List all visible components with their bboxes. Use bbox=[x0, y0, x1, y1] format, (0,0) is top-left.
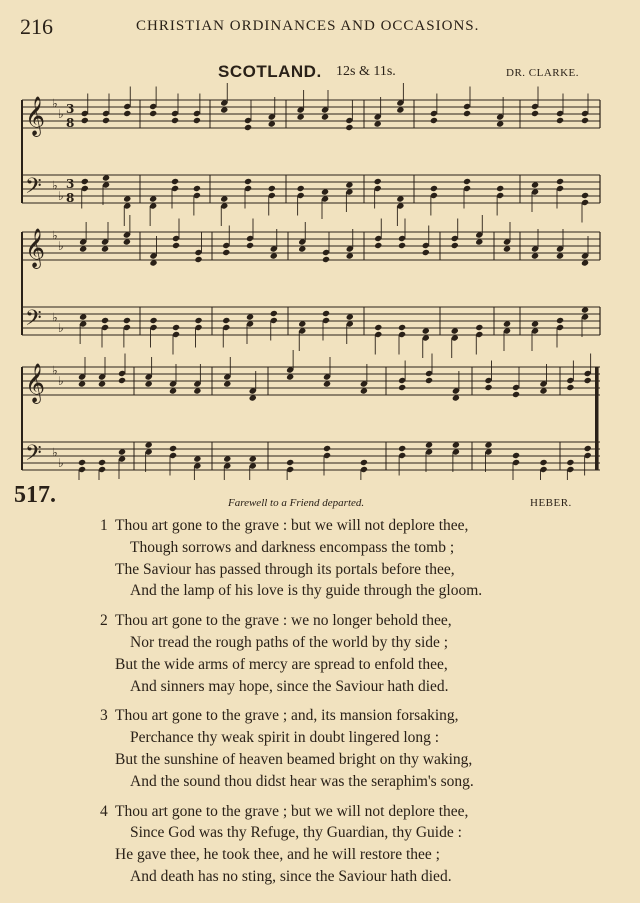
note-head bbox=[169, 387, 177, 394]
note-head bbox=[244, 124, 252, 131]
stanza-number: 4 bbox=[100, 802, 108, 820]
note-head bbox=[101, 245, 109, 252]
note-head bbox=[172, 324, 180, 331]
running-head: CHRISTIAN ORDINANCES AND OCCASIONS. bbox=[136, 18, 480, 34]
note-head bbox=[451, 327, 459, 334]
flat-sign-icon: ♭ bbox=[58, 239, 64, 253]
note-head bbox=[374, 324, 382, 331]
hymn-author: HEBER. bbox=[530, 497, 572, 509]
flat-sign-icon: ♭ bbox=[58, 374, 64, 388]
note-head bbox=[452, 394, 460, 401]
flat-sign-icon: ♭ bbox=[58, 189, 64, 203]
note-head bbox=[531, 252, 539, 259]
note-head bbox=[297, 185, 305, 192]
note-head bbox=[484, 441, 492, 448]
note-head bbox=[581, 306, 589, 313]
note-head bbox=[422, 327, 430, 334]
note-head bbox=[270, 252, 278, 259]
flat-sign-icon: ♭ bbox=[52, 310, 58, 325]
stanza-number: 3 bbox=[100, 707, 108, 725]
treble-clef-icon: 𝄞 bbox=[25, 228, 46, 268]
note-head bbox=[503, 245, 511, 252]
note-head bbox=[298, 245, 306, 252]
verse-line bbox=[0, 749, 640, 771]
note-head bbox=[430, 185, 438, 192]
note-head bbox=[346, 313, 354, 320]
verse-line bbox=[0, 610, 640, 632]
verse-line bbox=[0, 580, 640, 602]
note-head bbox=[322, 256, 330, 263]
time-signature-bottom: 8 bbox=[66, 116, 75, 130]
stanza bbox=[0, 515, 640, 602]
note-head bbox=[475, 324, 483, 331]
stanza-number: 1 bbox=[100, 517, 108, 534]
note-head bbox=[78, 380, 86, 387]
note-head bbox=[556, 117, 564, 124]
note-head bbox=[193, 185, 201, 192]
note-head bbox=[172, 242, 180, 249]
note-head bbox=[452, 441, 460, 448]
verse-text: Though sorrows and darkness encompass the tomb ; bbox=[130, 538, 455, 556]
verse-text: And sinners may hope, since the Saviour hath died. bbox=[130, 677, 449, 695]
note-head bbox=[430, 117, 438, 124]
verse-text: And death has no sting, since the Saviour hath died. bbox=[130, 867, 452, 885]
flat-sign-icon: ♭ bbox=[58, 456, 64, 470]
note-head bbox=[98, 380, 106, 387]
note-head bbox=[398, 324, 406, 331]
note-head bbox=[149, 195, 157, 202]
note-head bbox=[398, 242, 406, 249]
verse-line bbox=[0, 632, 640, 654]
verse-text: And the lamp of his love is thy guide through the gloom. bbox=[130, 582, 483, 600]
note-head bbox=[539, 387, 547, 394]
note-head bbox=[171, 117, 179, 124]
note-head bbox=[193, 387, 201, 394]
note-head bbox=[149, 259, 157, 266]
note-head bbox=[223, 380, 231, 387]
note-head bbox=[556, 317, 564, 324]
note-head bbox=[556, 252, 564, 259]
note-head bbox=[118, 448, 126, 455]
hymn-number: 517. bbox=[14, 482, 56, 508]
note-head bbox=[360, 459, 368, 466]
note-head bbox=[346, 252, 354, 259]
note-head bbox=[323, 445, 331, 452]
note-head bbox=[220, 106, 228, 113]
note-head bbox=[451, 242, 459, 249]
verse-text: But the wide arms of mercy are spread to enfold thee, bbox=[115, 655, 448, 673]
note-head bbox=[374, 242, 382, 249]
note-head bbox=[102, 174, 110, 181]
note-head bbox=[512, 452, 520, 459]
flat-sign-icon: ♭ bbox=[52, 178, 58, 193]
verse-text: Nor tread the rough paths of the world by thy side ; bbox=[130, 633, 449, 651]
note-head bbox=[249, 394, 257, 401]
verse-line bbox=[0, 654, 640, 676]
time-signature-bottom: 8 bbox=[66, 191, 75, 205]
flat-sign-icon: ♭ bbox=[52, 363, 58, 378]
note-head bbox=[270, 310, 278, 317]
note-head bbox=[566, 459, 574, 466]
flat-sign-icon: ♭ bbox=[58, 107, 64, 121]
note-head bbox=[222, 249, 230, 256]
hymn-subtitle: Farewell to a Friend departed. bbox=[228, 497, 365, 509]
note-head bbox=[396, 195, 404, 202]
note-head bbox=[566, 384, 574, 391]
note-head bbox=[145, 380, 153, 387]
verse-line bbox=[0, 844, 640, 866]
tune-meter: 12s & 11s. bbox=[336, 64, 396, 79]
verse-text: Thou art gone to the grave ; and, its mansion forsaking, bbox=[115, 707, 459, 725]
time-signature-top: 3 bbox=[66, 177, 75, 191]
note-head bbox=[193, 117, 201, 124]
note-head bbox=[297, 113, 305, 120]
note-head bbox=[79, 313, 87, 320]
note-head bbox=[78, 459, 86, 466]
bass-clef-icon: 𝄢 bbox=[25, 174, 42, 204]
note-head bbox=[123, 195, 131, 202]
note-head bbox=[398, 384, 406, 391]
note-head bbox=[475, 238, 483, 245]
verse-line bbox=[0, 801, 640, 823]
note-head bbox=[79, 245, 87, 252]
note-head bbox=[398, 445, 406, 452]
note-head bbox=[345, 181, 353, 188]
note-head bbox=[496, 120, 504, 127]
note-head bbox=[286, 373, 294, 380]
note-head bbox=[249, 455, 257, 462]
flat-sign-icon: ♭ bbox=[58, 321, 64, 335]
note-head bbox=[484, 384, 492, 391]
final-double-bar bbox=[595, 367, 599, 470]
note-head bbox=[512, 391, 520, 398]
verse-line bbox=[0, 771, 640, 793]
time-signature-top: 3 bbox=[66, 102, 75, 116]
note-head bbox=[268, 120, 276, 127]
verse-text: And the sound thou didst hear was the seraphim's song. bbox=[130, 772, 474, 790]
note-head bbox=[193, 455, 201, 462]
note-head bbox=[539, 459, 547, 466]
note-head bbox=[246, 313, 254, 320]
stanza bbox=[0, 705, 640, 792]
verse-text: Thou art gone to the grave : we no longer behold thee, bbox=[115, 612, 452, 630]
note-head bbox=[581, 192, 589, 199]
note-head bbox=[123, 317, 131, 324]
note-head bbox=[194, 256, 202, 263]
verse-line bbox=[0, 515, 640, 537]
verse-text: The Saviour has passed through its portals before thee, bbox=[115, 560, 455, 578]
verse-text: Thou art gone to the grave ; but we will not deplore thee, bbox=[115, 802, 469, 820]
note-head bbox=[286, 459, 294, 466]
treble-clef-icon: 𝄞 bbox=[25, 96, 46, 136]
note-head bbox=[584, 377, 592, 384]
verse-line bbox=[0, 537, 640, 559]
stanza-number: 2 bbox=[100, 612, 108, 630]
note-head bbox=[298, 320, 306, 327]
note-head bbox=[396, 106, 404, 113]
treble-clef-icon: 𝄞 bbox=[25, 363, 46, 403]
note-head bbox=[425, 441, 433, 448]
verse-text: But the sunshine of heaven beamed bright on thy waking, bbox=[115, 750, 473, 768]
note-head bbox=[323, 380, 331, 387]
note-head bbox=[425, 377, 433, 384]
note-head bbox=[222, 317, 230, 324]
note-head bbox=[244, 178, 252, 185]
tune-name: SCOTLAND. bbox=[218, 62, 322, 81]
note-head bbox=[98, 459, 106, 466]
flat-sign-icon: ♭ bbox=[52, 228, 58, 243]
note-head bbox=[169, 445, 177, 452]
note-head bbox=[102, 117, 110, 124]
note-head bbox=[118, 377, 126, 384]
note-head bbox=[81, 117, 89, 124]
verse-text: He gave thee, he took thee, and he will restore thee ; bbox=[115, 846, 440, 864]
note-head bbox=[584, 445, 592, 452]
note-head bbox=[220, 195, 228, 202]
note-head bbox=[556, 178, 564, 185]
verse-line bbox=[0, 822, 640, 844]
note-head bbox=[463, 110, 471, 117]
note-head bbox=[101, 317, 109, 324]
note-head bbox=[581, 259, 589, 266]
note-head bbox=[531, 181, 539, 188]
note-head bbox=[149, 110, 157, 117]
note-head bbox=[360, 387, 368, 394]
composer: DR. CLARKE. bbox=[506, 67, 580, 79]
verse-line bbox=[0, 559, 640, 581]
note-head bbox=[321, 188, 329, 195]
note-head bbox=[531, 320, 539, 327]
note-head bbox=[145, 441, 153, 448]
note-head bbox=[149, 317, 157, 324]
hymn-verses bbox=[0, 515, 640, 896]
note-head bbox=[581, 117, 589, 124]
page-number: 216 bbox=[20, 14, 53, 39]
note-head bbox=[345, 124, 353, 131]
note-head bbox=[322, 310, 330, 317]
verse-text: Perchance thy weak spirit in doubt lingered long : bbox=[130, 729, 440, 747]
note-head bbox=[268, 185, 276, 192]
note-head bbox=[374, 120, 382, 127]
verse-line bbox=[0, 676, 640, 698]
note-head bbox=[246, 242, 254, 249]
verse-line bbox=[0, 866, 640, 888]
note-head bbox=[171, 178, 179, 185]
note-head bbox=[194, 317, 202, 324]
note-head bbox=[123, 238, 131, 245]
note-head bbox=[321, 113, 329, 120]
note-head bbox=[123, 110, 131, 117]
note-head bbox=[496, 185, 504, 192]
note-head bbox=[223, 455, 231, 462]
flat-sign-icon: ♭ bbox=[52, 445, 58, 460]
stanza bbox=[0, 801, 640, 888]
note-head bbox=[422, 249, 430, 256]
verse-line bbox=[0, 705, 640, 727]
bass-clef-icon: 𝄢 bbox=[25, 441, 42, 471]
flat-sign-icon: ♭ bbox=[52, 96, 58, 111]
bass-clef-icon: 𝄢 bbox=[25, 306, 42, 336]
verse-line bbox=[0, 727, 640, 749]
note-head bbox=[463, 178, 471, 185]
stanza bbox=[0, 610, 640, 697]
verse-text: Since God was thy Refuge, thy Guardian, thy Guide : bbox=[130, 824, 462, 842]
note-head bbox=[503, 320, 511, 327]
note-head bbox=[374, 178, 382, 185]
note-head bbox=[81, 178, 89, 185]
verse-text: Thou art gone to the grave : but we will not deplore thee, bbox=[115, 517, 469, 534]
note-head bbox=[531, 110, 539, 117]
